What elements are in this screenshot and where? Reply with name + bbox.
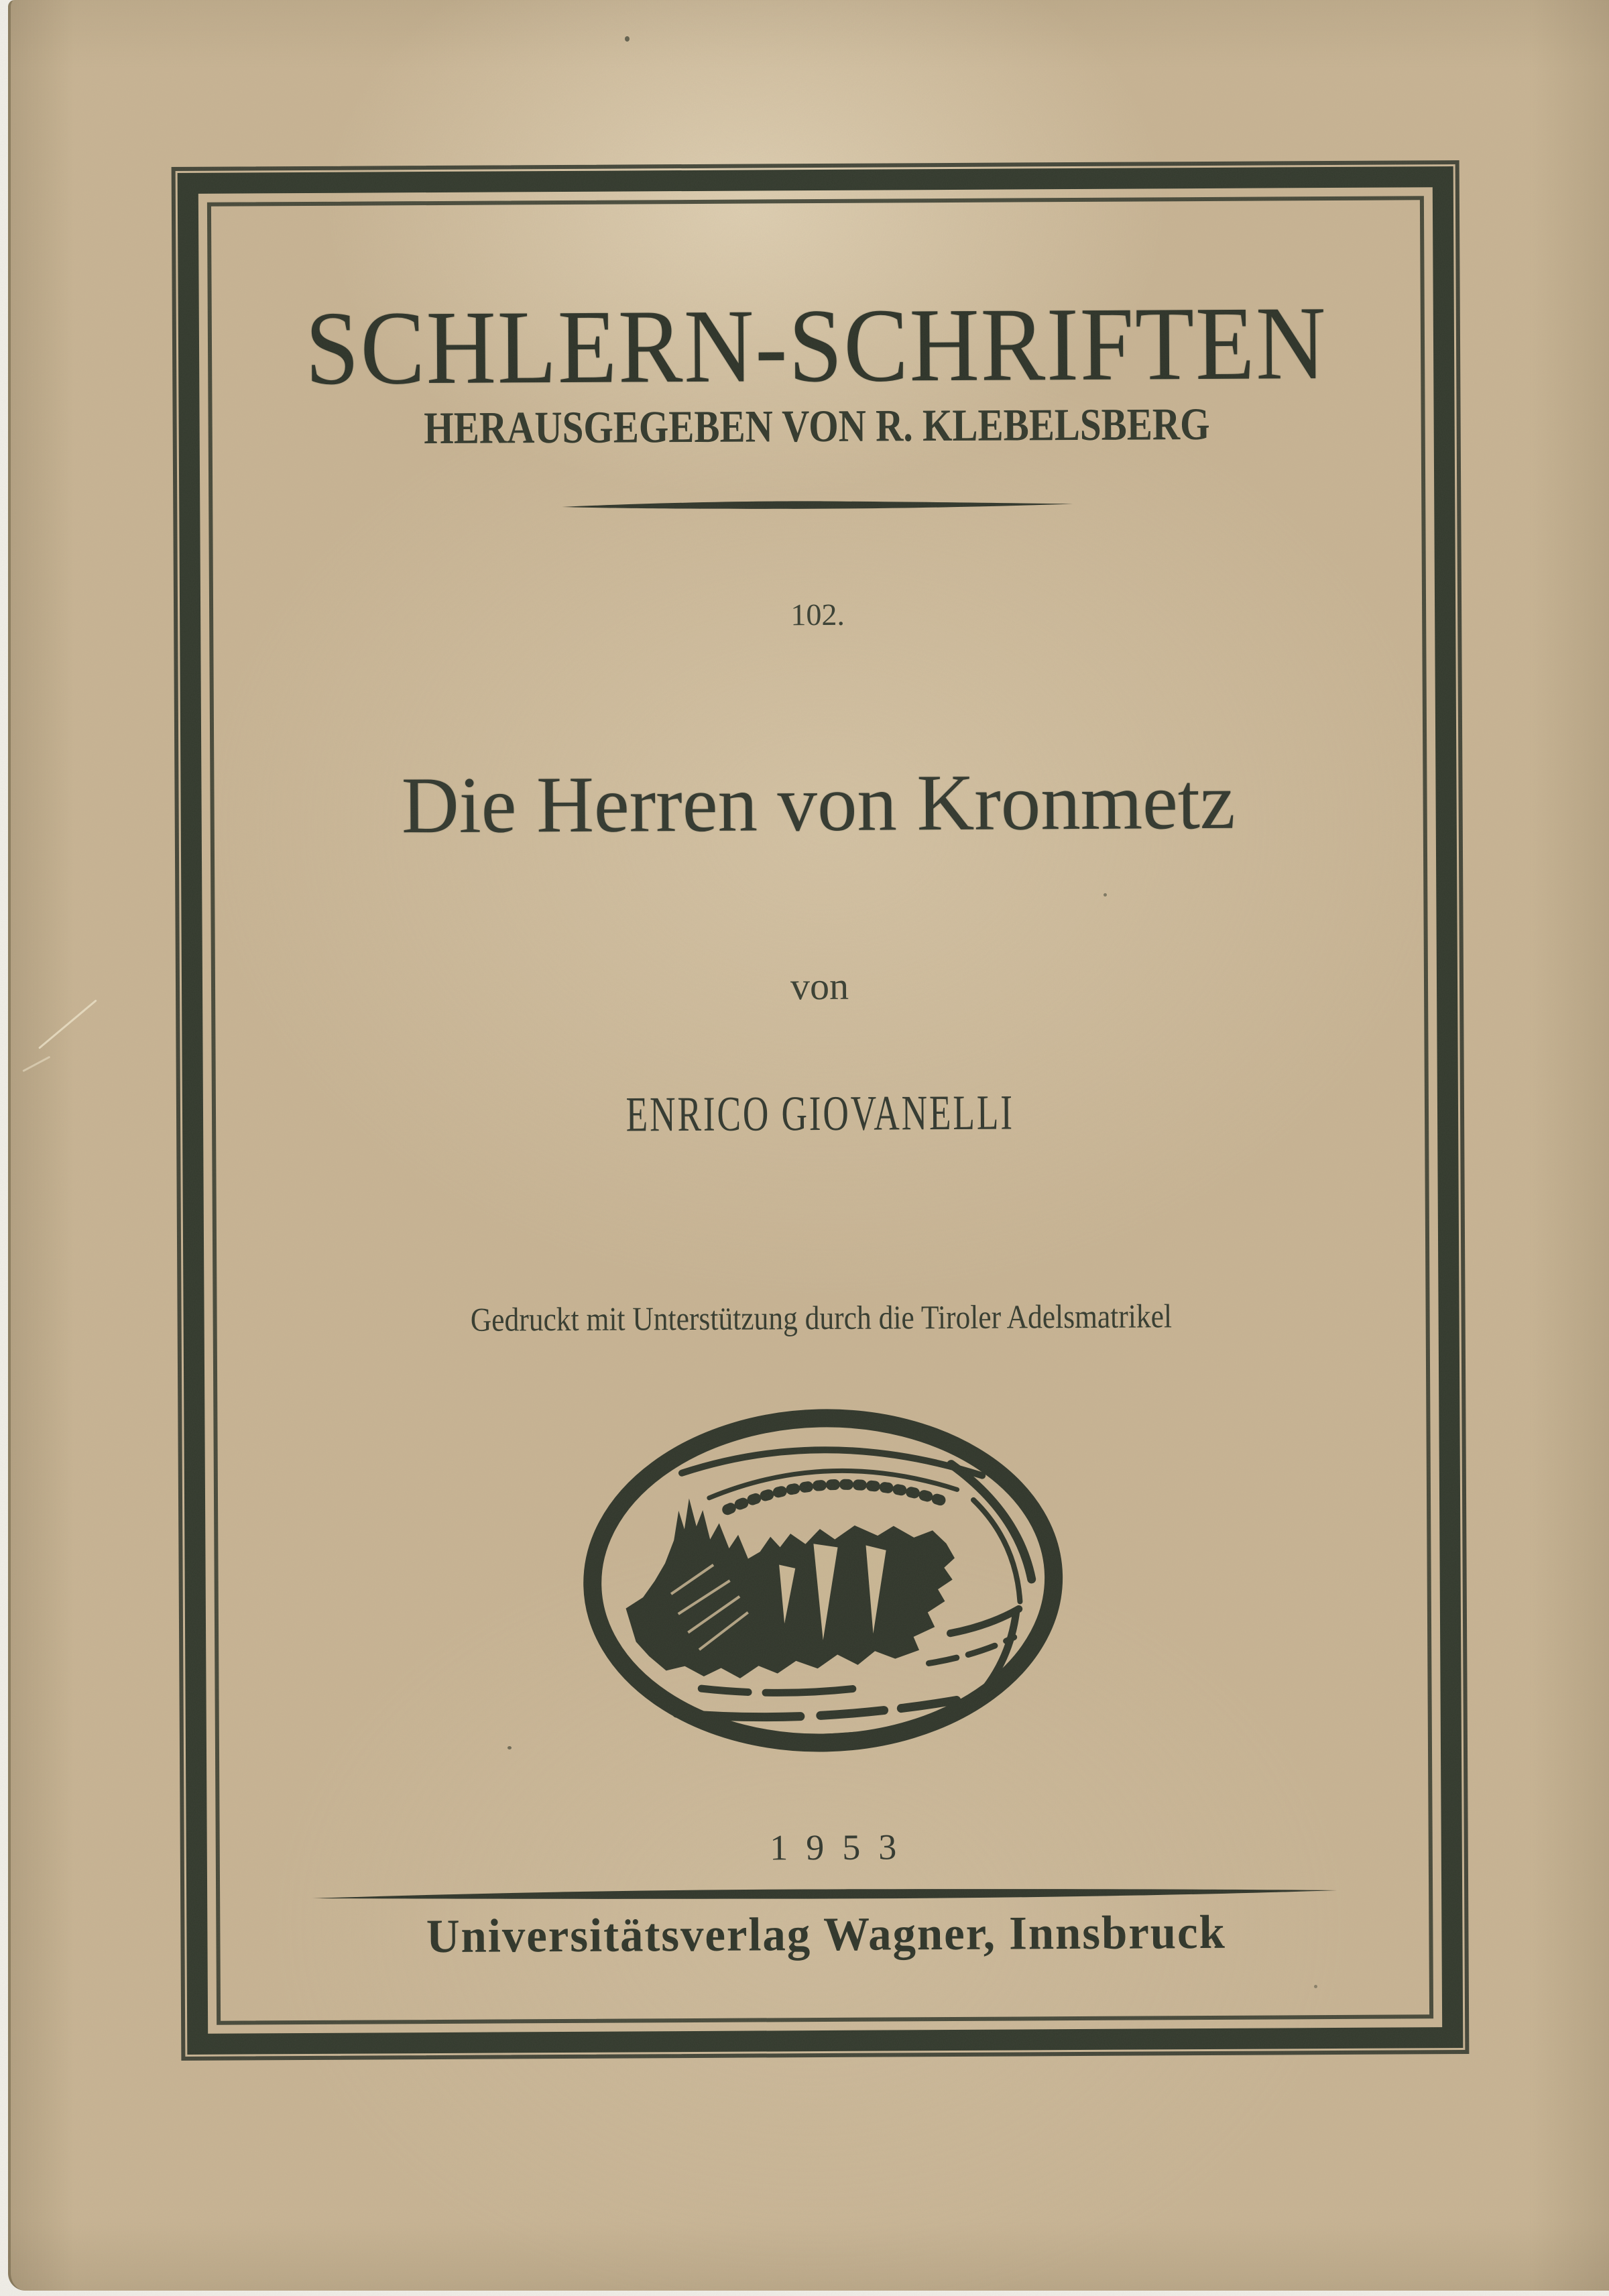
ink-speck <box>625 36 630 42</box>
series-title: SCHLERN-SCHRIFTEN <box>305 284 1327 407</box>
funding-note: Gedruckt mit Unterstützung durch die Tiroler Adelsmatrikel <box>470 1297 1173 1338</box>
volume-number: 102. <box>790 597 845 632</box>
schlern-emblem-image <box>178 1398 1468 1767</box>
series-editor-line: HERAUSGEGEBEN VON R. KLEBELSBERG <box>423 398 1210 454</box>
title-page-frame <box>172 160 1470 2061</box>
author-name: ENRICO GIOVANELLI <box>625 1085 1015 1143</box>
publication-year: 1953 <box>770 1827 915 1868</box>
byline-von: von <box>790 964 849 1009</box>
book-title: Die Herren von Kronmetz <box>401 756 1236 850</box>
publisher-imprint: Universitätsverlag Wagner, Innsbruck <box>426 1906 1226 1963</box>
